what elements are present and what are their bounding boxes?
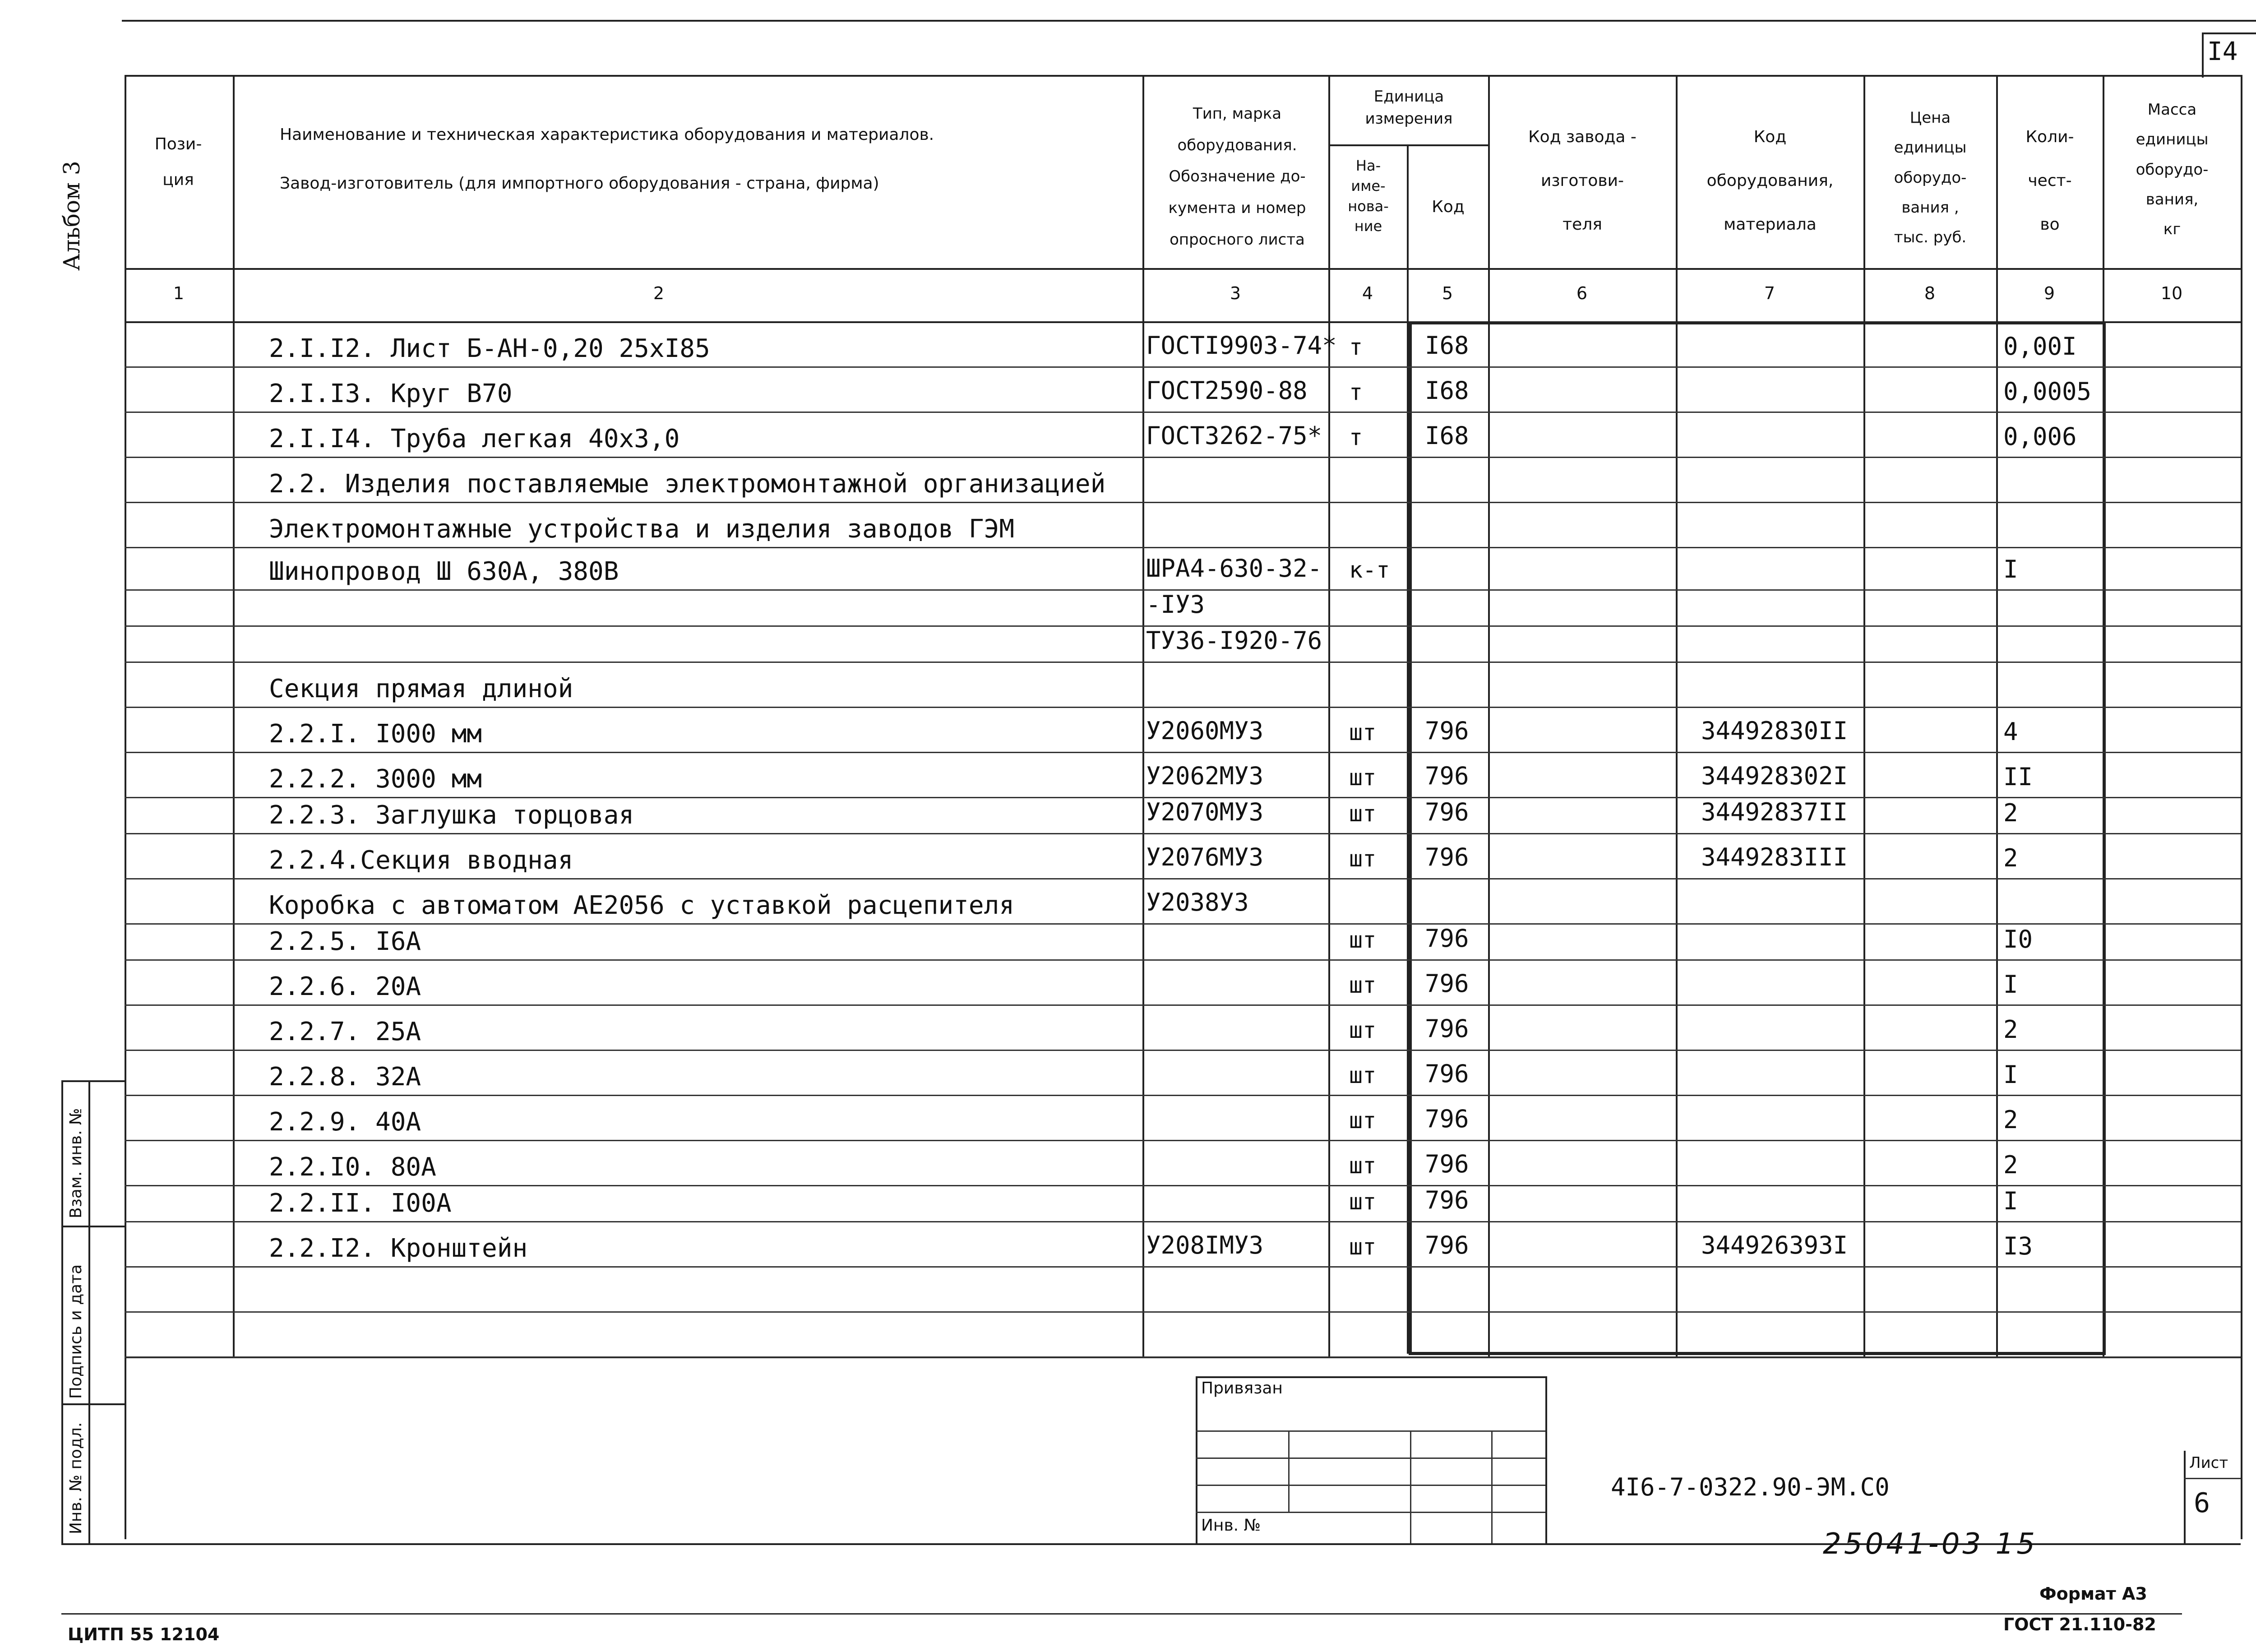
header-type: Тип, марка оборудования. Обозначение до- кумента и номер опросного листа <box>1168 105 1306 249</box>
tb-col-3 <box>1491 1430 1493 1543</box>
col-sep-8 <box>1996 75 1998 1356</box>
stamp-podpis: Подпись и дата <box>67 1264 85 1399</box>
row-type: ТУ36-I920-76 <box>1146 626 1322 655</box>
row-name: 2.2.3. Заглушка торцовая <box>269 801 634 830</box>
row-equip-code: 3449283III <box>1701 843 1848 871</box>
col-sep-3 <box>1328 75 1330 1356</box>
row-line <box>125 662 2241 663</box>
row-line <box>125 366 2241 368</box>
header-mass: Масса единицы оборудо- вания, кг <box>2136 101 2209 239</box>
row-name: 2.2.8. 32А <box>269 1062 421 1092</box>
row-type: У2060МУЗ <box>1146 717 1264 745</box>
row-unit: шт <box>1349 719 1377 745</box>
row-qty: 2 <box>2003 799 2018 827</box>
row-name: 2.2.2. 3000 мм <box>269 764 482 794</box>
tb-right <box>1545 1376 1547 1543</box>
bold-frame-right <box>2103 321 2106 1355</box>
row-name: 2.2.5. I6А <box>269 927 421 956</box>
row-name: 2.2. Изделия поставляемые электромонтажной организацией <box>269 469 1106 499</box>
row-line <box>125 1050 2241 1051</box>
table-left <box>125 75 126 1539</box>
row-unit-code: 796 <box>1425 717 1469 745</box>
row-line <box>125 547 2241 548</box>
colnum-2: 2 <box>653 283 665 303</box>
row-name: 2.2.I. I000 мм <box>269 719 482 749</box>
row-unit-code: I68 <box>1425 331 1469 360</box>
tb-col-2 <box>1410 1430 1411 1543</box>
page-number-box-top <box>2202 32 2256 34</box>
header-unit-code: Код <box>1432 198 1465 216</box>
row-unit-code: I68 <box>1425 421 1469 450</box>
row-name: 2.I.I2. Лист Б-АН-0,20 25хI85 <box>269 334 710 363</box>
bold-frame-left <box>1409 321 1412 1355</box>
header-bottom <box>125 268 2241 270</box>
row-line <box>125 502 2241 503</box>
row-name: 2.2.9. 40А <box>269 1107 421 1137</box>
header-price: Цена единицы оборудо- вания , тыс. руб. <box>1894 109 1967 247</box>
top-border <box>122 20 2256 22</box>
row-line <box>125 1356 2241 1358</box>
row-line <box>125 923 2241 925</box>
colnum-3: 3 <box>1230 283 1241 303</box>
tb-privyazan: Привязан <box>1201 1379 1283 1397</box>
tb-row-1 <box>1196 1430 1545 1432</box>
header-qty: Коли- чест- во <box>2025 128 2074 234</box>
tb-row-2 <box>1196 1458 1545 1459</box>
row-qty: I <box>2003 970 2018 999</box>
row-equip-code: 34492837II <box>1701 798 1848 826</box>
row-type: ГОСТ3262-75* <box>1146 421 1322 450</box>
header-equip-code: Код оборудования, материала <box>1706 128 1834 234</box>
handwritten-note: 25041-03 15 <box>1823 1527 2038 1561</box>
row-unit-code: 796 <box>1425 1150 1469 1178</box>
tb-row-3 <box>1196 1485 1545 1486</box>
col-sep-2 <box>1142 75 1144 1356</box>
row-type: У2070МУЗ <box>1146 798 1264 826</box>
row-line <box>125 1095 2241 1096</box>
row-line <box>125 1221 2241 1222</box>
row-unit: шт <box>1349 972 1377 998</box>
album-label: Альбом 3 <box>59 161 85 271</box>
row-unit-code: 796 <box>1425 762 1469 790</box>
col-sep-7 <box>1863 75 1865 1356</box>
row-name: Шинопровод Ш 630А, 380В <box>269 557 619 586</box>
col-sep-6 <box>1676 75 1678 1356</box>
colnum-10: 10 <box>2160 283 2183 303</box>
row-name: 2.2.4.Секция вводная <box>269 846 573 875</box>
row-line <box>125 752 2241 753</box>
colnum-9: 9 <box>2043 283 2055 303</box>
row-unit: т <box>1349 379 1363 405</box>
row-qty: I <box>2003 1060 2018 1089</box>
row-name: Электромонтажные устройства и изделия заводов ГЭМ <box>269 514 1015 544</box>
colnum-5: 5 <box>1442 283 1453 303</box>
format-label: Формат А3 <box>2039 1584 2147 1604</box>
row-type: ШРА4-630-32- <box>1146 554 1322 583</box>
row-qty: I <box>2003 1187 2018 1215</box>
row-qty: I3 <box>2003 1232 2033 1260</box>
colnum-8: 8 <box>1924 283 1936 303</box>
header-name-line1: Наименование и техническая характеристика оборудования и материалов. <box>280 125 934 144</box>
header-name-line2: Завод-изготовитель (для импортного оборудования - страна, фирма) <box>280 174 879 193</box>
row-name: 2.I.I4. Труба легкая 40х3,0 <box>269 424 680 453</box>
stamp-top <box>61 1080 125 1082</box>
stamp-left <box>61 1080 63 1545</box>
page-number: I4 <box>2207 37 2238 66</box>
row-unit: шт <box>1349 1234 1377 1260</box>
header-position: Пози- ция <box>154 135 202 190</box>
row-unit-code: 796 <box>1425 1231 1469 1259</box>
page-number-box-left <box>2202 32 2204 78</box>
row-name: Коробка с автоматом АЕ2056 с уставкой расцепителя <box>269 891 1015 920</box>
row-line <box>125 1266 2241 1268</box>
row-unit: т <box>1349 334 1363 360</box>
row-unit: шт <box>1349 1062 1377 1088</box>
row-line <box>125 833 2241 834</box>
row-equip-code: 344928302I <box>1701 762 1848 790</box>
row-type: У2062МУЗ <box>1146 762 1264 790</box>
row-unit: шт <box>1349 846 1377 872</box>
row-name: 2.I.I3. Круг В70 <box>269 379 513 408</box>
row-qty: I <box>2003 555 2018 583</box>
unit-group-sep <box>1328 144 1488 146</box>
row-unit: шт <box>1349 1152 1377 1179</box>
header-unit-group: Единица измерения <box>1365 88 1453 128</box>
colnum-7: 7 <box>1764 283 1775 303</box>
row-name: Секция прямая длиной <box>269 674 573 703</box>
row-type: -IУЗ <box>1146 590 1205 619</box>
row-unit: шт <box>1349 927 1377 953</box>
row-unit-code: I68 <box>1425 376 1469 405</box>
sheet-label: Лист <box>2189 1454 2228 1472</box>
colnum-1: 1 <box>173 283 185 303</box>
col-sep-5 <box>1488 75 1490 1356</box>
row-equip-code: 34492830II <box>1701 717 1848 745</box>
sheet-box-sep <box>2184 1478 2241 1479</box>
row-line <box>125 412 2241 413</box>
row-unit-code: 796 <box>1425 843 1469 871</box>
row-line <box>125 878 2241 879</box>
row-type: У2076МУЗ <box>1146 843 1264 871</box>
row-line <box>125 707 2241 708</box>
row-equip-code: 344926393I <box>1701 1231 1848 1259</box>
tb-row-4 <box>1196 1512 1545 1513</box>
row-unit: к-т <box>1349 557 1390 583</box>
row-unit-code: 796 <box>1425 1014 1469 1043</box>
row-qty: II <box>2003 763 2033 791</box>
row-unit-code: 796 <box>1425 1060 1469 1088</box>
colnum-4: 4 <box>1362 283 1373 303</box>
row-name: 2.2.7. 25А <box>269 1017 421 1046</box>
row-qty: 2 <box>2003 1106 2018 1134</box>
colnum-6: 6 <box>1576 283 1588 303</box>
row-unit-code: 796 <box>1425 798 1469 826</box>
row-type: У2038УЗ <box>1146 888 1249 916</box>
stamp-inv: Инв. № подл. <box>67 1422 85 1534</box>
row-unit: шт <box>1349 801 1377 827</box>
header-unit-name: На- име- нова- ние <box>1348 157 1389 235</box>
row-qty: 2 <box>2003 1015 2018 1044</box>
col-sep-1 <box>233 75 235 1356</box>
row-type: У208IМУЗ <box>1146 1231 1264 1259</box>
sheet-number: 6 <box>2194 1487 2210 1519</box>
row-qty: I0 <box>2003 925 2033 953</box>
row-line <box>125 1140 2241 1141</box>
bold-frame-top <box>1409 321 2106 324</box>
row-line <box>125 457 2241 458</box>
gost-label: ГОСТ 21.110-82 <box>2003 1615 2156 1634</box>
stamp-sep-1 <box>61 1226 125 1227</box>
row-qty: 2 <box>2003 1151 2018 1179</box>
row-qty: 0,00I <box>2003 332 2077 361</box>
bottom-rule <box>61 1613 2182 1615</box>
doc-code: 4I6-7-0322.90-ЭМ.С0 <box>1611 1473 1890 1501</box>
row-line <box>125 1311 2241 1313</box>
stamp-mid <box>88 1080 90 1545</box>
citp-label: ЦИТП 55 12104 <box>68 1624 220 1644</box>
row-unit: шт <box>1349 1017 1377 1043</box>
row-name: 2.2.II. I00А <box>269 1189 452 1218</box>
table-top <box>125 75 2241 77</box>
row-name: 2.2.6. 20А <box>269 972 421 1001</box>
row-unit-code: 796 <box>1425 924 1469 953</box>
row-unit-code: 796 <box>1425 1105 1469 1133</box>
tb-left <box>1196 1376 1197 1543</box>
row-qty: 0,0005 <box>2003 377 2092 406</box>
tb-col-1 <box>1288 1430 1290 1512</box>
header-plant-code: Код завода - изготови- теля <box>1528 128 1637 234</box>
row-name: 2.2.I0. 80А <box>269 1152 436 1182</box>
row-type: ГОСТI9903-74* <box>1146 331 1337 360</box>
row-line <box>125 959 2241 961</box>
stamp-vzam: Взам. инв. № <box>67 1108 85 1218</box>
table-right <box>2241 75 2242 1539</box>
row-unit: шт <box>1349 764 1377 791</box>
row-type: ГОСТ2590-88 <box>1146 376 1308 405</box>
stamp-sep-2 <box>61 1403 125 1405</box>
row-unit: т <box>1349 424 1363 450</box>
row-qty: 4 <box>2003 717 2018 746</box>
row-unit-code: 796 <box>1425 969 1469 998</box>
tb-top <box>1196 1376 1545 1378</box>
row-line <box>125 1004 2241 1006</box>
row-unit-code: 796 <box>1425 1186 1469 1214</box>
tb-inv-no: Инв. № <box>1201 1516 1261 1535</box>
row-qty: 2 <box>2003 844 2018 872</box>
row-unit: шт <box>1349 1189 1377 1215</box>
row-qty: 0,006 <box>2003 422 2077 451</box>
row-unit: шт <box>1349 1107 1377 1134</box>
sheet-box-left <box>2184 1451 2186 1543</box>
bold-frame-bottom <box>1409 1352 2106 1355</box>
row-line <box>125 1185 2241 1186</box>
row-name: 2.2.I2. Кронштейн <box>269 1234 528 1263</box>
